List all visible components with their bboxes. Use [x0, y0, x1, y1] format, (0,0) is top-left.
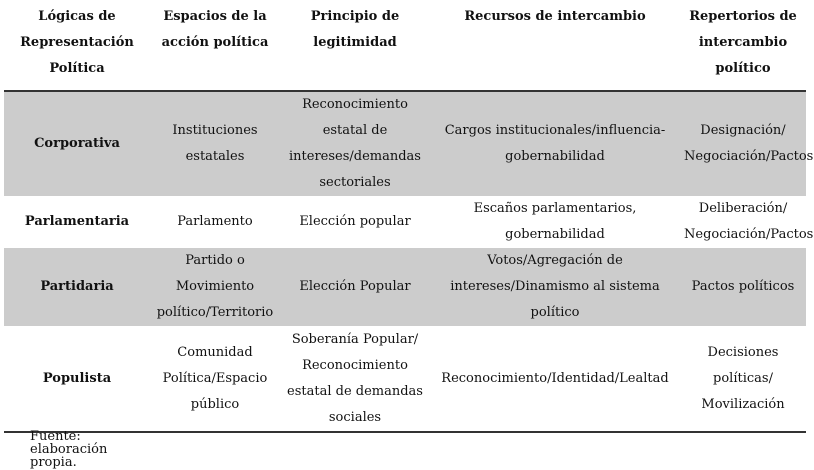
- cell-repertorios: Deliberación/ Negociación/Pactos: [684, 201, 814, 242]
- representation-logics-table: [4, 0, 814, 433]
- header-recursos: Recursos de intercambio: [464, 9, 646, 24]
- table-row: [4, 248, 806, 326]
- cell-espacios: Comunidad Política/Espacio público: [162, 344, 268, 412]
- cell-espacios: Instituciones estatales: [150, 91, 280, 196]
- header-principio: Principio de legitimidad: [310, 9, 400, 50]
- table-footnote: [30, 429, 150, 470]
- header-row: [4, 0, 806, 91]
- cell-principio: Elección popular: [299, 214, 411, 229]
- cell-repertorios: Decisiones políticas/ Movilización: [701, 344, 785, 412]
- header-espacios: Espacios de la acción política: [161, 9, 269, 50]
- table-header: [4, 0, 806, 91]
- cell-logica: Partidaria: [4, 248, 150, 326]
- cell-repertorios: Pactos políticos: [680, 248, 806, 326]
- cell-principio: Elección Popular: [280, 248, 430, 326]
- table-row: [4, 91, 806, 196]
- table-row: [4, 326, 806, 432]
- cell-principio: Soberanía Popular/ Reconocimiento estatal de demandas sociales: [287, 331, 423, 425]
- header-logicas: Lógicas de Representación Política: [20, 9, 134, 76]
- table-row: [4, 196, 806, 248]
- cell-recursos: Cargos institucionales/influencia-gobernabilidad: [430, 91, 680, 196]
- cell-repertorios: Designación/ Negociación/Pactos: [680, 91, 806, 196]
- cell-recursos: Reconocimiento/Identidad/Lealtad: [441, 370, 669, 386]
- logics-table: [4, 0, 814, 433]
- cell-espacios: Parlamento: [177, 214, 253, 229]
- header-repertorios: Repertorios de intercambio político: [689, 9, 797, 76]
- cell-recursos: Escaños parlamentarios, gobernabilidad: [473, 201, 637, 242]
- cell-logica: Corporativa: [4, 91, 150, 196]
- cell-recursos: Votos/Agregación de intereses/Dinamismo al sistema político: [430, 248, 680, 326]
- cell-principio: Reconocimiento estatal de intereses/demandas sectoriales: [280, 91, 430, 196]
- footnote-text: Fuente: elaboración propia.: [30, 429, 108, 470]
- table-body: [4, 91, 814, 432]
- cell-logica: Parlamentaria: [24, 214, 130, 229]
- cell-logica: Populista: [42, 370, 112, 386]
- cell-espacios: Partido o Movimiento político/Territorio: [150, 248, 280, 326]
